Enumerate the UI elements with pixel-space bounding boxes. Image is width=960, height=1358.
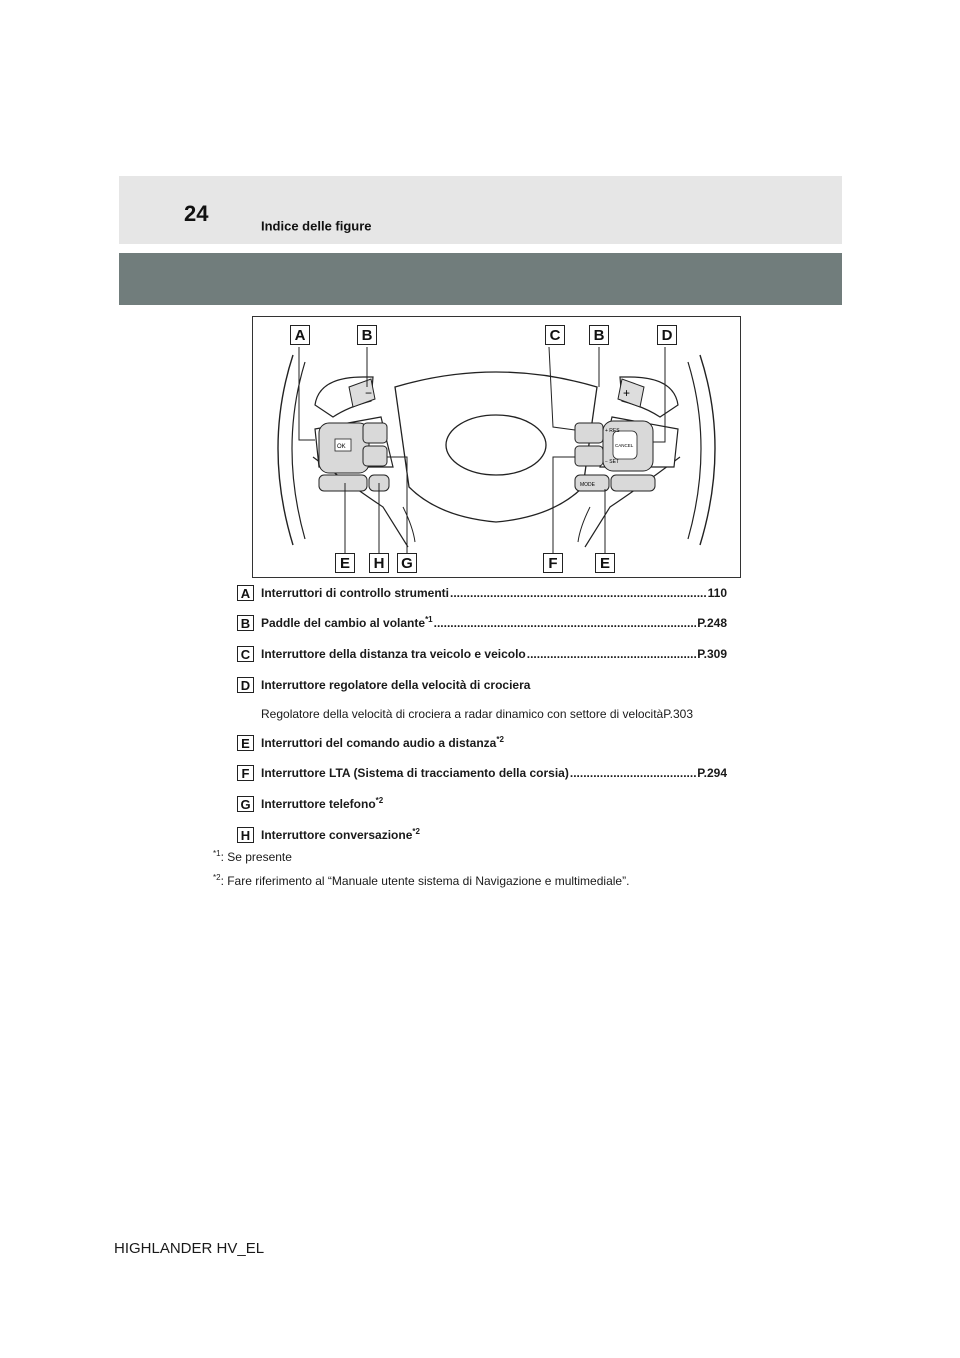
footnote-mark: *2	[213, 873, 221, 882]
subitem-text: Regolatore della velocità di crociera a radar dinamico con settore di velocità	[261, 707, 664, 721]
footnote-mark: *2	[496, 735, 504, 744]
item-text: Interruttore della distanza tra veicolo e veicolo	[261, 647, 526, 661]
page-ref-link[interactable]: 110	[707, 586, 727, 600]
page-ref-link[interactable]: P.303	[663, 707, 694, 721]
res-button-text: + RES	[605, 428, 620, 434]
item-text: Interruttore regolatore della velocità di crociera	[261, 678, 531, 692]
footnote-text: : Fare riferimento al “Manuale utente sistema di Navigazione e multimediale”.	[220, 874, 630, 888]
item-h	[237, 826, 727, 846]
item-letter: G	[237, 796, 254, 812]
item-f	[237, 764, 727, 784]
page-ref-link[interactable]: P.294	[697, 766, 727, 780]
footnote-mark: *1	[425, 615, 433, 624]
fig-label-c: C	[545, 325, 565, 345]
steering-wheel-figure	[252, 316, 741, 578]
mode-button-text: MODE	[580, 482, 595, 488]
section-title: Indice delle figure	[261, 218, 372, 234]
fig-label-e-right: E	[595, 553, 615, 573]
item-letter: C	[237, 646, 254, 662]
cancel-button-text: CANCEL	[615, 443, 634, 448]
item-b	[237, 614, 727, 634]
item-letter: D	[237, 677, 254, 693]
fig-label-b-left: B	[357, 325, 377, 345]
section-band	[119, 253, 842, 305]
fig-label-h: H	[369, 553, 389, 573]
item-letter: E	[237, 735, 254, 751]
page-ref-link[interactable]: P.248	[697, 616, 727, 630]
fig-label-g: G	[397, 553, 417, 573]
item-text: Interruttore LTA (Sistema di tracciamento della corsia)	[261, 766, 569, 780]
footnote-1	[213, 850, 292, 864]
item-letter: F	[237, 765, 254, 781]
item-letter: B	[237, 615, 254, 631]
item-text: Interruttore conversazione	[261, 828, 413, 842]
item-d	[237, 676, 727, 696]
item-c	[237, 645, 727, 665]
item-g	[237, 795, 727, 815]
page-number: 24	[184, 201, 209, 226]
footnote-mark: *2	[412, 827, 420, 836]
fig-label-b-right: B	[589, 325, 609, 345]
item-text: Interruttore telefono	[261, 797, 376, 811]
subitem-d	[261, 707, 731, 721]
item-a	[237, 584, 727, 604]
fig-label-f: F	[543, 553, 563, 573]
page-ref-link[interactable]: P.309	[697, 647, 727, 661]
set-button-text: − SET	[605, 459, 620, 465]
footnote-mark: *1	[213, 849, 221, 858]
fig-label-a: A	[290, 325, 310, 345]
item-e	[237, 734, 727, 754]
item-letter: H	[237, 827, 254, 843]
footnote-mark: *2	[375, 796, 384, 805]
footer-model: HIGHLANDER HV_EL	[114, 1240, 265, 1257]
item-letter: A	[237, 585, 254, 601]
footnote-text: : Se presente	[220, 850, 292, 864]
fig-label-e-left: E	[335, 553, 355, 573]
paddle-plus-text: +	[623, 386, 631, 400]
header-band	[119, 176, 842, 244]
item-text: Interruttori del comando audio a distanza	[261, 736, 497, 750]
fig-label-d: D	[657, 325, 677, 345]
ok-button-text: OK	[337, 444, 346, 450]
paddle-minus-text: −	[365, 386, 373, 400]
footnote-2	[213, 874, 629, 888]
item-text: Paddle del cambio al volante	[261, 616, 426, 630]
steering-wheel-illustration	[253, 317, 740, 577]
item-text: Interruttori di controllo strumenti	[261, 586, 449, 600]
